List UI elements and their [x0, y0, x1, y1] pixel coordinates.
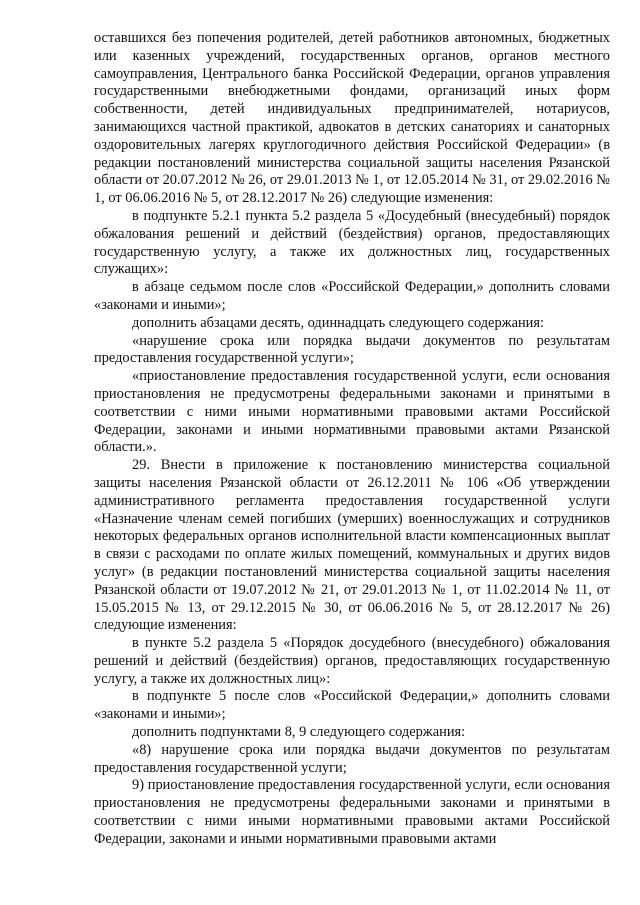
paragraph: дополнить подпунктами 8, 9 следующего содержания: — [132, 724, 466, 741]
paragraph: «приостановление предоставления государственной услуги, если основания приостановления не предусмотрены федеральными законами и принятыми в соответствии с ними иными нормативными правовыми актами Российской Федерации, законами и иными нормативными правовыми актами Рязанской области.». — [94, 368, 610, 456]
paragraph: в абзаце седьмом после слов «Российской Федерации,» дополнить словами «законами и иными»; — [94, 279, 610, 313]
paragraph: в подпункте 5 после слов «Российской Федерации,» дополнить словами «законами и иными»; — [94, 688, 610, 723]
paragraph: в пункте 5.2 раздела 5 «Порядок досудебного (внесудебного) обжалования решений и действий (бездействия) органов, предоставляющих государственную услугу, а также их должностных лиц»: — [94, 635, 610, 687]
document-body — [94, 30, 610, 849]
paragraph: «нарушение срока или порядка выдачи документов по результатам предоставления государственной услуги»; — [94, 332, 610, 367]
paragraph: «8) нарушение срока или порядка выдачи документов по результатам предоставления государственной услуги; — [94, 741, 610, 776]
paragraph: 29. Внести в приложение к постановлению министерства социальной защиты населения Рязанской области от 26.12.2011 № 106 «Об утверждении административного регламента предоставления государственной услуги «Назначение членам семей погибших (умерших) военнослужащих и сотрудников некоторых федеральных органов исполнительной власти компенсационных выплат в связи с расходами по оплате жилых помещений, коммунальных и других видов услуг» (в редакции постановлений министерства социальной защиты населения Рязанской области от 19.07.2012 № 21, от 29.01.2013 № 1, от 11.02.2014 № 11, от 15.05.2015 № 13, от 29.12.2015 № 30, от 06.06.2016 № 5, от 28.12.2017 № 26) следующие изменения: — [94, 457, 610, 634]
paragraph: оставшихся без попечения родителей, детей работников автономных, бюджетных или казенных учреждений, государственных органов, органов местного самоуправления, Центрального банка Российской Федерации, органов управления государственными внебюджетными фондами, организаций иных форм собственности, детей индивидуальных предпринимателей, нотариусов, занимающихся частной практикой, адвокатов в детских санаториях и санаторных оздоровительных лагерях круглогодичного действия Российской Федерации» (в редакции постановлений министерства социальной защиты населения Рязанской области от 20.07.2012 № 26, от 29.01.2013 № 1, от 12.05.2014 № 31, от 29.02.2016 № 1, от 06.06.2016 № 5, от 28.12.2017 № 26) следующие изменения: — [94, 30, 610, 207]
paragraph: в подпункте 5.2.1 пункта 5.2 раздела 5 «Досудебный (внесудебный) порядок обжалования решений и действий (бездействия) органов, предоставляющих государственную услугу, а также их должностных лиц, государственных служащих»: — [94, 207, 610, 278]
paragraph: дополнить абзацами десять, одиннадцать следующего содержания: — [132, 314, 544, 331]
paragraph: 9) приостановление предоставления государственной услуги, если основания приостановления не предусмотрены федеральными законами и принятыми в соответствии с ними иными нормативными правовыми актами Российской Федерации, законами и иными нормативными правовыми актами — [94, 777, 610, 847]
